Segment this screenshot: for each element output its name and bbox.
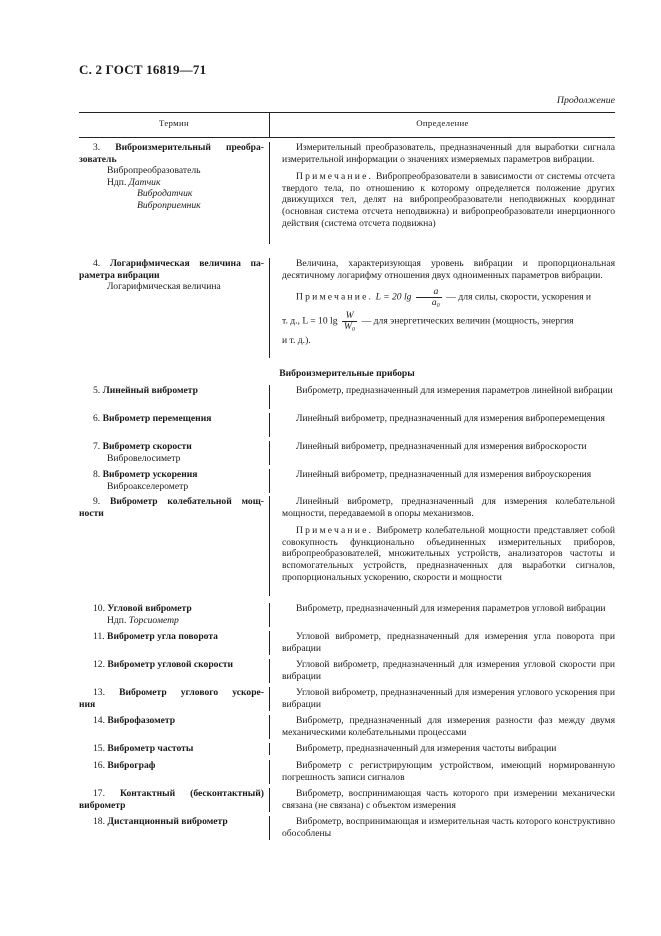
ndp-prefix: Ндп. <box>107 176 127 188</box>
column-divider <box>269 441 270 465</box>
term-name-part: Виброметр колебательной мощ- <box>109 496 264 507</box>
entry-number: 12. <box>93 659 105 670</box>
formula-line-3: и т. д.). <box>282 335 311 347</box>
ndp-term: Датчик <box>128 176 161 188</box>
column-divider <box>269 816 270 840</box>
entry-number: 3. <box>93 142 101 153</box>
term-name: Дистанционный виброметр <box>107 816 228 827</box>
term-name: Виброметр перемещения <box>102 413 212 424</box>
term-name-part: раметра вибрации <box>79 269 160 281</box>
section-heading: Виброизмерительные приборы <box>279 368 415 379</box>
definition-text: Линейный виброметр, предназначенный для измерения виброперемещения <box>296 413 605 424</box>
entry-number: 6. <box>93 413 101 424</box>
formula-description: — для силы, скорости, ускорения и <box>446 291 592 303</box>
term-not-allowed <box>79 177 264 189</box>
term-synonym: Вибропреобразователь <box>107 165 201 177</box>
entry-number: 10. <box>93 603 105 614</box>
term-name-part: преобра- <box>225 142 264 153</box>
column-divider <box>269 743 270 755</box>
term-name: Виброфазометр <box>107 715 176 726</box>
definition-cell <box>282 142 615 229</box>
term-name: Виброметр угла поворота <box>107 631 218 642</box>
formula-fraction: $\frac{W}{\text{W₀}}$ <box>343 310 356 333</box>
column-divider <box>269 788 270 812</box>
definition-text: Виброметр, предназначенный для измерения разности фаз между двумя механическими колебательными процессами <box>282 715 615 738</box>
column-divider <box>269 760 270 784</box>
definition-text: Виброметр, предназначенный для измерения частоты вибрации <box>296 743 557 754</box>
term-synonym: Логарифмическая величина <box>107 281 221 293</box>
entry-number: 11. <box>93 631 105 642</box>
definition-text: Виброметр с регистрирующим устройством, имеющий нормированную погрешность записи сигналов <box>282 760 615 783</box>
term-name-part: ности <box>79 507 104 519</box>
note-text: Вибропреобразователи в зависимости от системы отсчета твердого тела, по отношению к которому определяется положение других движущихся тел, делят на вибропреобразователи неподвижных координат (основная система отсчета неподвижна) и вибропреобразователи инерционного действия (система отсчета подвижна) <box>282 171 615 229</box>
note-label: Примечание. <box>296 291 374 303</box>
term-name-part: Логарифмическая величина па- <box>109 258 264 269</box>
entry-number: 13. <box>93 687 105 698</box>
definition-text: Виброметр, воспринимающая и измерительная часть которого конструктивно обособлены <box>282 816 615 839</box>
term-name: Виброметр ускорения <box>102 469 198 480</box>
term-name: Виброметр частоты <box>107 743 194 754</box>
entry-number: 16. <box>93 760 105 771</box>
note-label: Примечание. <box>296 525 374 537</box>
term-name-part: Виброметр углового ускоре- <box>119 687 264 698</box>
entry-number: 7. <box>93 441 101 452</box>
term-cell <box>79 142 264 212</box>
column-divider <box>269 142 270 244</box>
formula-expression: т. д., L = 10 lg <box>282 315 338 327</box>
column-divider <box>269 631 270 655</box>
entry-number: 4. <box>93 258 101 269</box>
column-divider <box>269 603 270 627</box>
term-name: Виброметр угловой скорости <box>107 659 233 670</box>
definition-text: Виброметр, воспринимающая часть которого при измерении механически связана (не связана) с объектом измерения <box>282 788 615 811</box>
term-name: Угловой виброметр <box>107 603 192 614</box>
note-text: Виброметр колебательной мощности представляет собой совокупность функционально объединенных измерительных приборов, вибропреобразователей, множительных устройств, анализаторов частоты и вспомогательных устройств, предназначенных для выработки сигналов, пропорциональных ускорению, скорости и мощности <box>282 525 615 583</box>
continuation-label: Продолжение <box>556 95 615 106</box>
ndp-term: Вибродатчик <box>137 188 193 200</box>
formula-expression: L = 20 lg <box>375 291 412 303</box>
definition-text: Линейный виброметр, предназначенный для измерения виброскорости <box>296 441 587 452</box>
term-name-part: ния <box>79 698 96 710</box>
column-divider <box>269 659 270 683</box>
ndp-prefix: Ндп. <box>107 614 127 626</box>
definition-cell <box>282 258 615 347</box>
column-header-definition: Определение <box>416 118 469 128</box>
entry-number: 14. <box>93 715 105 726</box>
definition-text: Величина, характеризующая уровень вибрации и пропорциональная десятичному логарифму отношения двух одноименных параметров вибрации. <box>282 258 615 281</box>
definition-text: Виброметр, предназначенный для измерения параметров угловой вибрации <box>296 603 606 614</box>
column-divider <box>269 496 270 596</box>
ndp-term: Торсиометр <box>128 614 179 626</box>
column-divider <box>269 385 270 409</box>
formula-description: — для энергетических величин (мощность, энергия <box>361 315 574 327</box>
table-header-rule <box>79 137 615 138</box>
definition-text: Угловой виброметр, предназначенный для измерения угла поворота при вибрации <box>282 631 615 654</box>
entry-number: 5. <box>93 385 101 396</box>
term-cell <box>79 258 264 293</box>
definition-text: Линейный виброметр, предназначенный для измерения виброускорения <box>296 469 592 480</box>
term-synonym: Вибровелосиметр <box>107 452 181 464</box>
formula-line-1 <box>282 287 615 308</box>
column-header-term: Термин <box>159 118 189 128</box>
term-name-part: виброметр <box>79 799 126 811</box>
entry-number: 15. <box>93 743 105 754</box>
term-name-part: Виброизмерительный <box>115 142 211 153</box>
entry-number: 17. <box>93 788 105 799</box>
formula-fraction: $\frac{a}{\text{a₀}}$ <box>416 287 442 308</box>
term-name: Виброграф <box>107 760 156 771</box>
column-divider <box>269 715 270 739</box>
definition-text: Угловой виброметр, предназначенный для измерения угловой скорости при вибрации <box>282 659 615 682</box>
entry-number: 8. <box>93 469 101 480</box>
ndp-term: Виброприемник <box>137 199 201 211</box>
note-label: Примечание. <box>296 171 374 183</box>
term-name-part: Контактный (бесконтактный) <box>119 788 264 799</box>
table-top-rule <box>79 112 615 113</box>
column-divider <box>269 258 270 358</box>
definition-text: Линейный виброметр, предназначенный для измерения колебательной мощности, передаваемой в опоры механизмов. <box>282 496 615 519</box>
page-header: С. 2 ГОСТ 16819—71 <box>79 62 207 77</box>
column-divider <box>269 687 270 711</box>
column-divider <box>269 469 270 493</box>
formula-line-2 <box>282 311 615 332</box>
term-name: Линейный виброметр <box>102 385 198 396</box>
entry-number: 9. <box>93 496 101 507</box>
term-synonym: Виброакселерометр <box>107 480 189 492</box>
term-name: Виброметр скорости <box>102 441 192 452</box>
definition-text: Угловой виброметр, предназначенный для измерения углового ускорения при вибрации <box>282 687 615 710</box>
definition-text: Измерительный преобразователь, предназначенный для выработки сигнала измерительной информации о значениях измеряемых параметров вибрации. <box>282 142 615 165</box>
entry-number: 18. <box>93 816 105 827</box>
definition-note <box>282 525 615 583</box>
column-divider <box>269 413 270 437</box>
definition-note <box>282 171 615 229</box>
term-name-part: зователь <box>79 153 117 165</box>
definition-text: Виброметр, предназначенный для измерения параметров линейной вибрации <box>296 385 613 396</box>
